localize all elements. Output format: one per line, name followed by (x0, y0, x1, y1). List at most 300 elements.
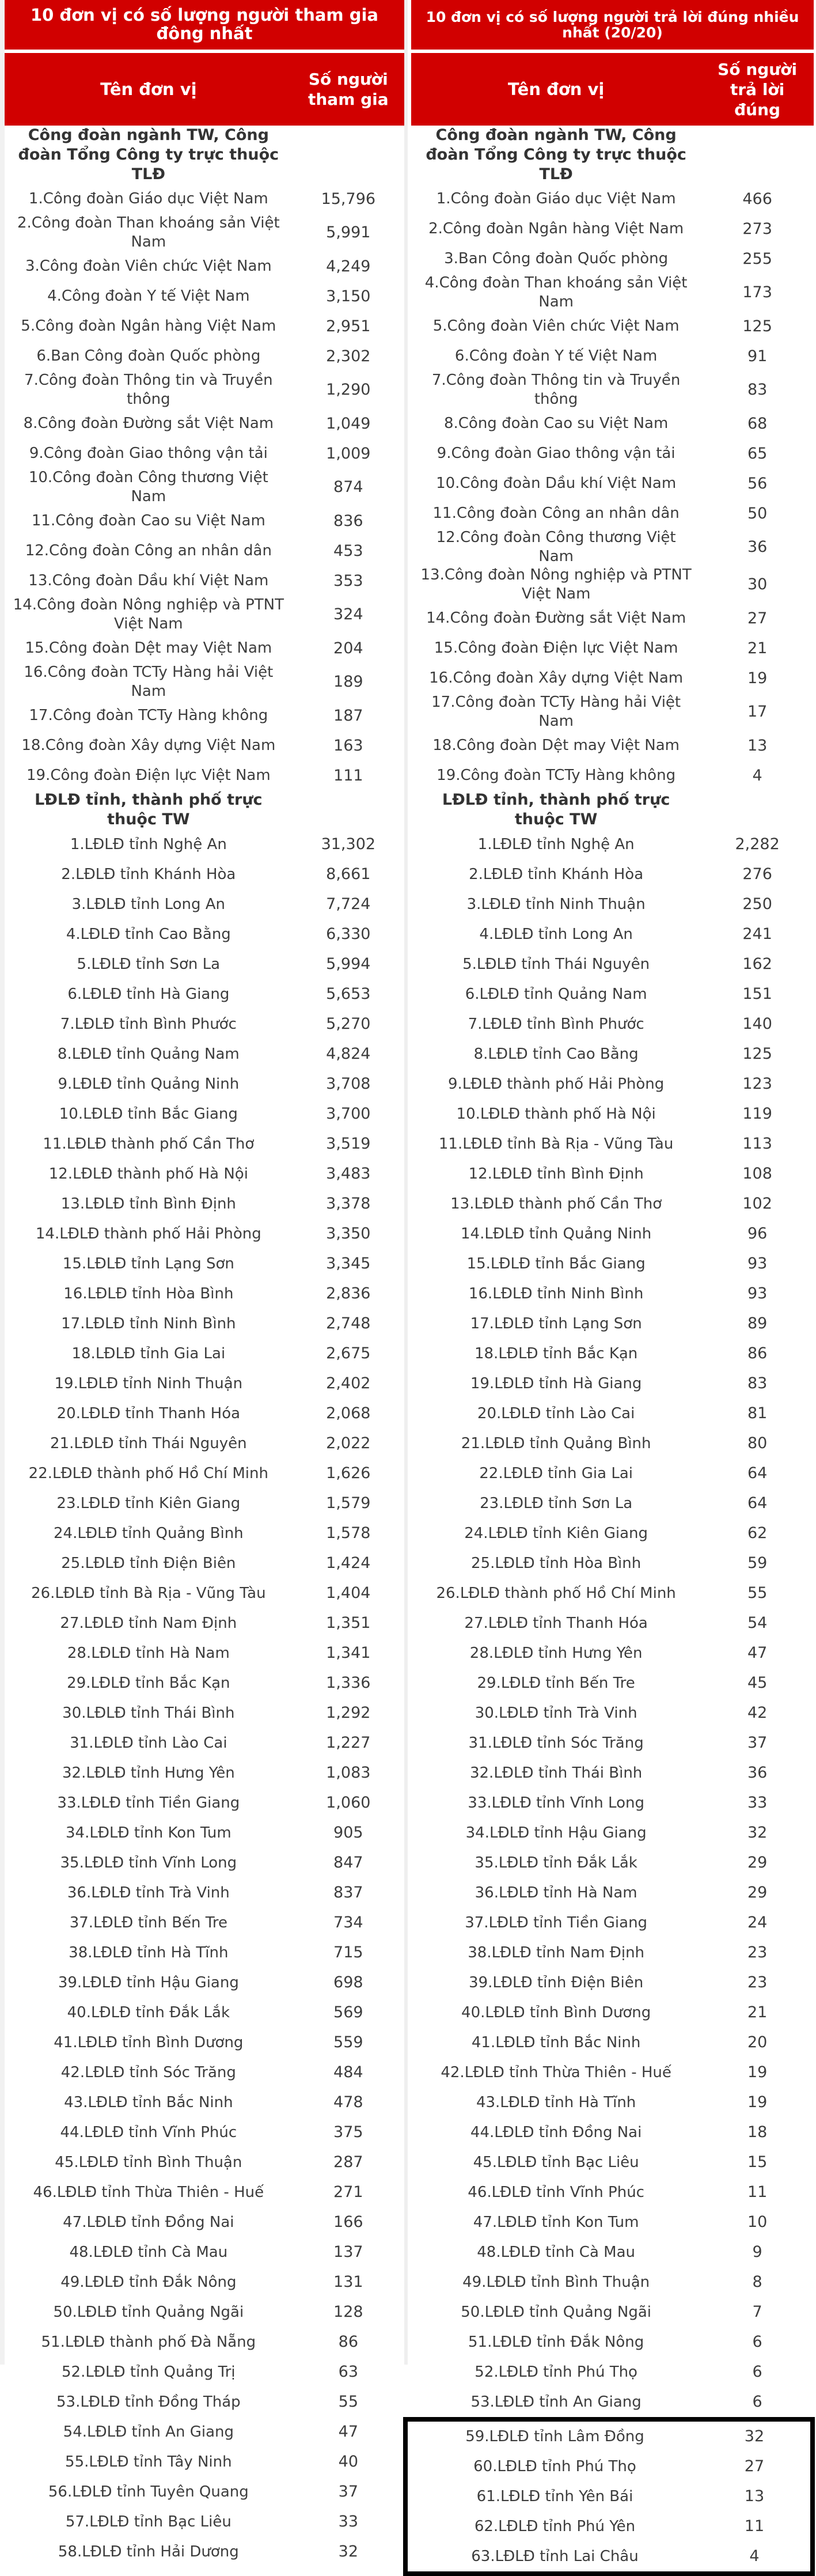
section-header: LĐLĐ tỉnh, thành phố trực thuộc TW (35, 791, 263, 828)
table-row (5, 2507, 404, 2537)
unit-value-cell: 47 (338, 2423, 358, 2441)
table-row (411, 1848, 814, 1878)
section-header-value-cell (293, 126, 404, 184)
table-row (5, 1429, 404, 1459)
unit-name-cell: 12.LĐLĐ thành phố Hà Nội (48, 1165, 248, 1183)
table-row (5, 1728, 404, 1758)
unit-name-cell: 36.LĐLĐ tỉnh Hà Nam (475, 1884, 637, 1901)
unit-name-cell: 4.Công đoàn Than khoáng sản Việt Nam (424, 274, 688, 310)
table-row (411, 438, 814, 468)
unit-value-cell: 119 (742, 1105, 772, 1123)
table-row (411, 2541, 810, 2571)
section-header: Công đoàn ngành TW, Công đoàn Tổng Công ty trực thuộc TLĐ (18, 126, 279, 183)
unit-name-cell: 44.LĐLĐ tỉnh Đồng Nai (470, 2123, 642, 2141)
table-row (5, 2058, 404, 2088)
table-row (411, 1818, 814, 1848)
table-row (411, 2237, 814, 2267)
table-row (5, 2327, 404, 2357)
table-row (5, 281, 404, 311)
unit-value-cell: 29 (747, 1854, 768, 1872)
unit-value-cell: 91 (747, 347, 768, 365)
unit-value-cell: 10 (747, 2213, 768, 2232)
unit-name-cell: 15.LĐLĐ tỉnh Lạng Sơn (62, 1255, 234, 1272)
table-row (5, 730, 404, 760)
table-row (5, 1578, 404, 1608)
unit-name-cell: 6.LĐLĐ tỉnh Quảng Nam (465, 985, 647, 1003)
unit-value-cell: 62 (747, 1524, 768, 1543)
unit-value-cell: 19 (747, 2063, 768, 2082)
table-row (411, 1099, 814, 1129)
unit-name-cell: 10.LĐLĐ tỉnh Bắc Giang (59, 1105, 238, 1123)
unit-name-cell: 19.LĐLĐ tỉnh Ninh Thuận (54, 1374, 243, 1392)
unit-value-cell: 93 (747, 1255, 768, 1273)
unit-name-cell: 37.LĐLĐ tỉnh Tiền Giang (465, 1914, 648, 1931)
unit-name-cell: 16.Công đoàn Xây dựng Việt Nam (429, 669, 684, 687)
table-row (5, 2207, 404, 2237)
unit-name-cell: 48.LĐLĐ tỉnh Cà Mau (69, 2243, 228, 2261)
table-row (5, 1908, 404, 1938)
section-header-row (5, 126, 404, 184)
unit-value-cell: 3,708 (326, 1075, 371, 1093)
table-row (411, 498, 814, 528)
unit-name-cell: 17.LĐLĐ tỉnh Ninh Bình (61, 1314, 236, 1332)
table-row (411, 760, 814, 790)
unit-name-cell: 43.LĐLĐ tỉnh Bắc Ninh (64, 2093, 233, 2111)
unit-value-cell: 162 (742, 955, 772, 973)
unit-value-cell: 23 (747, 1944, 768, 1962)
unit-value-cell: 27 (747, 609, 768, 627)
unit-name-cell: 50.LĐLĐ tỉnh Quảng Ngãi (461, 2303, 652, 2321)
unit-name-cell: 21.LĐLĐ tỉnh Quảng Bình (461, 1434, 651, 1452)
unit-value-cell: 15 (747, 2153, 768, 2172)
table-row (411, 2207, 814, 2237)
unit-value-cell: 21 (747, 639, 768, 657)
unit-name-cell: 3.Công đoàn Viên chức Việt Nam (25, 257, 272, 275)
unit-value-cell: 3,378 (326, 1195, 371, 1213)
unit-value-cell: 3,345 (326, 1255, 371, 1273)
unit-value-cell: 1,424 (326, 1554, 371, 1573)
table-body (5, 126, 404, 2567)
unit-value-cell: 32 (338, 2543, 358, 2561)
unit-value-cell: 1,290 (326, 381, 371, 399)
table-row (5, 438, 404, 468)
unit-value-cell: 123 (742, 1075, 772, 1093)
unit-value-cell: 4 (752, 766, 762, 785)
unit-name-cell: 63.LĐLĐ tỉnh Lai Châu (471, 2547, 639, 2565)
unit-value-cell: 1,626 (326, 1464, 371, 1483)
unit-name-cell: 6.Công đoàn Y tế Việt Nam (454, 347, 658, 365)
unit-value-cell: 3,350 (326, 1225, 371, 1243)
unit-name-cell: 48.LĐLĐ tỉnh Cà Mau (477, 2243, 635, 2261)
unit-value-cell: 1,292 (326, 1704, 371, 1722)
table-row (411, 889, 814, 919)
unit-name-cell: 39.LĐLĐ tỉnh Hậu Giang (58, 1973, 239, 1991)
table-row (411, 1968, 814, 1998)
unit-value-cell: 54 (747, 1614, 768, 1632)
table-row (411, 1788, 814, 1818)
table-row (5, 2177, 404, 2207)
column-header-value: Số người tham gia (308, 70, 389, 109)
unit-value-cell: 13 (744, 2487, 765, 2506)
unit-name-cell: 42.LĐLĐ tỉnh Thừa Thiên - Huế (441, 2063, 671, 2081)
unit-value-cell: 81 (747, 1404, 768, 1423)
table-row (5, 760, 404, 790)
unit-value-cell: 102 (742, 1195, 772, 1213)
table-row (411, 1339, 814, 1369)
table-row (5, 1758, 404, 1788)
table-row (5, 1878, 404, 1908)
unit-name-cell: 26.LĐLĐ tỉnh Bà Rịa - Vũng Tàu (31, 1584, 266, 1602)
table-row (5, 1039, 404, 1069)
table-row (5, 341, 404, 371)
unit-name-cell: 5.LĐLĐ tỉnh Sơn La (77, 955, 221, 973)
unit-name-cell: 8.Công đoàn Cao su Việt Nam (443, 415, 669, 432)
table-row (411, 341, 814, 371)
unit-value-cell: 32 (744, 2427, 765, 2446)
table-row (5, 214, 404, 251)
unit-name-cell: 7.Công đoàn Thông tin và Truyền thông (431, 372, 681, 408)
unit-value-cell: 3,150 (326, 287, 371, 305)
table-row (411, 1189, 814, 1219)
unit-name-cell: 61.LĐLĐ tỉnh Yên Bái (476, 2487, 633, 2505)
table-row (411, 371, 814, 408)
unit-name-cell: 58.LĐLĐ tỉnh Hải Dương (58, 2543, 239, 2560)
unit-name-cell: 49.LĐLĐ tỉnh Đắk Nông (60, 2273, 237, 2291)
unit-value-cell: 1,083 (326, 1764, 371, 1782)
unit-value-cell: 18 (747, 2123, 768, 2142)
unit-name-cell: 7.LĐLĐ tỉnh Bình Phước (60, 1015, 237, 1033)
unit-name-cell: 2.Công đoàn Ngân hàng Việt Nam (428, 220, 684, 237)
unit-value-cell: 21 (747, 2003, 768, 2022)
unit-value-cell: 31,302 (321, 835, 376, 854)
section-header-value-cell (293, 790, 404, 829)
table-row (5, 2267, 404, 2297)
table-row (5, 2028, 404, 2058)
unit-value-cell: 59 (747, 1554, 768, 1573)
unit-value-cell: 55 (747, 1584, 768, 1603)
table-row (5, 1339, 404, 1369)
table-title: 10 đơn vị có số lượng người tham gia đông nhất (5, 0, 404, 50)
unit-name-cell: 12.LĐLĐ tỉnh Bình Định (468, 1165, 644, 1183)
unit-name-cell: 13.Công đoàn Nông nghiệp và PTNT Việt Nam (420, 566, 692, 603)
table-row (5, 2117, 404, 2147)
unit-value-cell: 151 (742, 985, 772, 1003)
unit-value-cell: 4,249 (326, 257, 371, 275)
table-row (411, 1938, 814, 1968)
unit-name-cell: 32.LĐLĐ tỉnh Thái Bình (469, 1764, 643, 1782)
table-row (411, 1668, 814, 1698)
table-row (5, 1548, 404, 1578)
unit-name-cell: 35.LĐLĐ tỉnh Vĩnh Long (60, 1854, 237, 1872)
unit-name-cell: 1.Công đoàn Giáo dục Việt Nam (436, 190, 676, 207)
unit-name-cell: 54.LĐLĐ tỉnh An Giang (63, 2423, 234, 2441)
unit-name-cell: 56.LĐLĐ tỉnh Tuyên Quang (48, 2483, 249, 2501)
section-header-row (411, 790, 814, 829)
section-header: LĐLĐ tỉnh, thành phố trực thuộc TW (442, 791, 670, 828)
unit-name-cell: 51.LĐLĐ thành phố Đà Nẵng (41, 2333, 256, 2351)
table-gutter (404, 0, 408, 2365)
unit-value-cell: 137 (333, 2243, 363, 2261)
unit-value-cell: 125 (742, 317, 772, 335)
unit-name-cell: 14.LĐLĐ thành phố Hải Phòng (35, 1225, 261, 1242)
unit-value-cell: 1,404 (326, 1584, 371, 1603)
table-row (411, 2327, 814, 2357)
unit-name-cell: 13.LĐLĐ thành phố Cần Thơ (450, 1195, 662, 1213)
unit-value-cell: 2,068 (326, 1404, 371, 1423)
unit-value-cell: 140 (742, 1015, 772, 1033)
column-header-name: Tên đơn vị (100, 79, 197, 99)
unit-value-cell: 131 (333, 2273, 363, 2291)
unit-value-cell: 40 (338, 2453, 358, 2471)
table-row (411, 633, 814, 663)
unit-name-cell: 28.LĐLĐ tỉnh Hà Nam (67, 1644, 230, 1662)
table-row (411, 1488, 814, 1518)
unit-name-cell: 43.LĐLĐ tỉnh Hà Tĩnh (476, 2093, 636, 2111)
table-row (411, 1429, 814, 1459)
unit-value-cell: 715 (333, 1944, 363, 1962)
unit-value-cell: 19 (747, 2093, 768, 2112)
unit-value-cell: 2,748 (326, 1314, 371, 1333)
table-row (5, 1668, 404, 1698)
unit-name-cell: 46.LĐLĐ tỉnh Thừa Thiên - Huế (33, 2183, 264, 2201)
unit-value-cell: 4,824 (326, 1045, 371, 1063)
unit-name-cell: 18.Công đoàn Xây dựng Việt Nam (21, 737, 276, 754)
unit-name-cell: 19.LĐLĐ tỉnh Hà Giang (470, 1374, 642, 1392)
table-row (5, 311, 404, 341)
unit-name-cell: 46.LĐLĐ tỉnh Vĩnh Phúc (468, 2183, 644, 2201)
unit-name-cell: 27.LĐLĐ tỉnh Thanh Hóa (464, 1614, 648, 1632)
table-row (411, 2452, 810, 2482)
table-row (411, 663, 814, 693)
unit-name-cell: 33.LĐLĐ tỉnh Tiền Giang (57, 1794, 240, 1812)
unit-name-cell: 17.LĐLĐ tỉnh Lạng Sơn (470, 1314, 642, 1332)
table-row (411, 1518, 814, 1548)
unit-value-cell: 255 (742, 249, 772, 268)
unit-value-cell: 1,578 (326, 1524, 371, 1543)
unit-name-cell: 30.LĐLĐ tỉnh Trà Vinh (475, 1704, 637, 1722)
unit-value-cell: 108 (742, 1165, 772, 1183)
unit-value-cell: 56 (747, 474, 768, 493)
unit-value-cell: 6 (752, 2393, 762, 2411)
unit-name-cell: 42.LĐLĐ tỉnh Sóc Trăng (60, 2063, 236, 2081)
unit-name-cell: 15.Công đoàn Điện lực Việt Nam (434, 639, 678, 657)
table-row (5, 506, 404, 536)
table-row (411, 1309, 814, 1339)
unit-value-cell: 271 (333, 2183, 363, 2202)
table-row (411, 919, 814, 949)
unit-value-cell: 273 (742, 219, 772, 238)
unit-value-cell: 6 (752, 2363, 762, 2381)
table-row (5, 889, 404, 919)
unit-name-cell: 47.LĐLĐ tỉnh Kon Tum (473, 2213, 639, 2231)
table-row (411, 2297, 814, 2327)
table-row (411, 603, 814, 633)
unit-value-cell: 1,351 (326, 1614, 371, 1632)
unit-value-cell: 837 (333, 1884, 363, 1902)
unit-name-cell: 62.LĐLĐ tỉnh Phú Yên (474, 2517, 636, 2535)
table-row (5, 1818, 404, 1848)
unit-value-cell: 3,483 (326, 1165, 371, 1183)
unit-name-cell: 52.LĐLĐ tỉnh Phú Thọ (475, 2363, 637, 2381)
table-row (411, 1399, 814, 1429)
unit-name-cell: 16.LĐLĐ tỉnh Ninh Bình (468, 1285, 644, 1302)
unit-value-cell: 173 (742, 283, 772, 302)
unit-name-cell: 10.LĐLĐ thành phố Hà Nội (456, 1105, 656, 1123)
table-row (411, 2387, 814, 2417)
unit-name-cell: 11.LĐLĐ tỉnh Bà Rịa - Vũng Tàu (438, 1135, 674, 1153)
table-row (5, 2387, 404, 2417)
unit-name-cell: 14.Công đoàn Nông nghiệp và PTNT Việt Nam (13, 596, 284, 632)
unit-name-cell: 53.LĐLĐ tỉnh An Giang (470, 2393, 642, 2411)
unit-name-cell: 5.Công đoàn Ngân hàng Việt Nam (21, 317, 276, 335)
unit-name-cell: 2.LĐLĐ tỉnh Khánh Hòa (469, 865, 644, 883)
table-body (411, 126, 814, 2576)
table-row (5, 633, 404, 663)
unit-value-cell: 353 (333, 571, 363, 590)
unit-value-cell: 19 (747, 669, 768, 687)
table-row (411, 1039, 814, 1069)
table-row (5, 1488, 404, 1518)
column-header-value: Số người trả lời đúng (718, 59, 798, 119)
table-row (411, 1459, 814, 1488)
table-row (5, 2088, 404, 2117)
table-row (5, 663, 404, 700)
table-row (411, 1219, 814, 1249)
unit-name-cell: 44.LĐLĐ tỉnh Vĩnh Phúc (60, 2123, 237, 2141)
unit-name-cell: 7.Công đoàn Thông tin và Truyền thông (24, 372, 273, 408)
table-row (411, 1009, 814, 1039)
table-row (411, 1638, 814, 1668)
unit-name-cell: 29.LĐLĐ tỉnh Bến Tre (477, 1674, 635, 1692)
table-row (411, 2147, 814, 2177)
table-row (5, 979, 404, 1009)
unit-name-cell: 59.LĐLĐ tỉnh Lâm Đồng (465, 2427, 644, 2445)
unit-name-cell: 5.Công đoàn Viên chức Việt Nam (432, 317, 680, 335)
unit-value-cell: 6,330 (326, 925, 371, 944)
unit-name-cell: 60.LĐLĐ tỉnh Phú Thọ (473, 2457, 636, 2475)
unit-name-cell: 25.LĐLĐ tỉnh Hòa Bình (471, 1554, 642, 1572)
unit-name-cell: 40.LĐLĐ tỉnh Bình Dương (461, 2003, 651, 2021)
table-row (411, 2058, 814, 2088)
unit-value-cell: 3,519 (326, 1135, 371, 1153)
unit-name-cell: 18.Công đoàn Dệt may Việt Nam (432, 737, 680, 754)
unit-name-cell: 39.LĐLĐ tỉnh Điện Biên (469, 1973, 644, 1991)
unit-name-cell: 5.LĐLĐ tỉnh Thái Nguyên (462, 955, 650, 973)
table-row (411, 829, 814, 859)
unit-value-cell: 287 (333, 2153, 363, 2172)
table-row (5, 371, 404, 408)
unit-name-cell: 18.LĐLĐ tỉnh Bắc Kạn (474, 1344, 638, 1362)
table-row (411, 730, 814, 760)
table-row (411, 1728, 814, 1758)
unit-name-cell: 31.LĐLĐ tỉnh Sóc Trăng (468, 1734, 644, 1752)
column-header-row (411, 53, 814, 126)
section-header-value-cell (701, 126, 814, 184)
unit-value-cell: 7,724 (326, 895, 371, 914)
unit-name-cell: 25.LĐLĐ tỉnh Điện Biên (61, 1554, 236, 1572)
unit-value-cell: 478 (333, 2093, 363, 2112)
unit-name-cell: 2.LĐLĐ tỉnh Khánh Hòa (61, 865, 236, 883)
table-row (411, 2267, 814, 2297)
unit-value-cell: 241 (742, 925, 772, 944)
unit-value-cell: 836 (333, 512, 363, 530)
unit-name-cell: 20.LĐLĐ tỉnh Lào Cai (477, 1404, 635, 1422)
participants-table (5, 0, 404, 2567)
unit-name-cell: 24.LĐLĐ tỉnh Kiên Giang (464, 1524, 648, 1542)
table-row (411, 1998, 814, 2028)
table-row (411, 2511, 810, 2541)
table-row (411, 566, 814, 603)
unit-name-cell: 21.LĐLĐ tỉnh Thái Nguyên (50, 1434, 247, 1452)
table-row (5, 700, 404, 730)
unit-value-cell: 33 (747, 1794, 768, 1812)
unit-value-cell: 466 (742, 190, 772, 208)
unit-name-cell: 57.LĐLĐ tỉnh Bạc Liêu (65, 2513, 231, 2530)
unit-name-cell: 12.Công đoàn Công thương Việt Nam (436, 529, 676, 565)
table-row (411, 311, 814, 341)
unit-name-cell: 38.LĐLĐ tỉnh Nam Định (468, 1944, 645, 1961)
unit-value-cell: 569 (333, 2003, 363, 2022)
unit-name-cell: 15.LĐLĐ tỉnh Bắc Giang (466, 1255, 646, 1272)
unit-value-cell: 13 (747, 736, 768, 755)
table-row (5, 1249, 404, 1279)
unit-value-cell: 189 (333, 673, 363, 691)
table-row (411, 244, 814, 274)
unit-name-cell: 30.LĐLĐ tỉnh Thái Bình (62, 1704, 235, 1722)
unit-value-cell: 11 (744, 2517, 765, 2536)
table-row (5, 1129, 404, 1159)
unit-name-cell: 18.LĐLĐ tỉnh Gia Lai (71, 1344, 226, 1362)
table-row (411, 1159, 814, 1189)
table-row (5, 1279, 404, 1309)
unit-name-cell: 27.LĐLĐ tỉnh Nam Định (60, 1614, 237, 1632)
table-row (411, 184, 814, 214)
unit-name-cell: 16.LĐLĐ tỉnh Hòa Bình (63, 1285, 234, 1302)
unit-name-cell: 3.Ban Công đoàn Quốc phòng (444, 250, 669, 267)
table-row (5, 1399, 404, 1429)
unit-name-cell: 20.LĐLĐ tỉnh Thanh Hóa (56, 1404, 241, 1422)
unit-value-cell: 453 (333, 541, 363, 560)
table-row (5, 1698, 404, 1728)
unit-value-cell: 47 (747, 1644, 768, 1662)
table-row (5, 1159, 404, 1189)
section-header-row (5, 790, 404, 829)
table-row (5, 1518, 404, 1548)
unit-name-cell: 49.LĐLĐ tỉnh Bình Thuận (462, 2273, 650, 2291)
unit-value-cell: 36 (747, 538, 768, 556)
table-row (5, 536, 404, 566)
unit-value-cell: 8 (752, 2273, 762, 2291)
unit-value-cell: 113 (742, 1135, 772, 1153)
table-row (411, 949, 814, 979)
table-row (5, 2297, 404, 2327)
unit-name-cell: 1.LĐLĐ tỉnh Nghệ An (477, 835, 635, 853)
unit-value-cell: 20 (747, 2033, 768, 2052)
unit-name-cell: 8.LĐLĐ tỉnh Quảng Nam (57, 1045, 240, 1063)
unit-name-cell: 52.LĐLĐ tỉnh Quảng Trị (62, 2363, 236, 2381)
unit-value-cell: 37 (338, 2483, 358, 2501)
table-row (5, 1069, 404, 1099)
unit-name-cell: 9.Công đoàn Giao thông vận tải (437, 445, 675, 462)
unit-name-cell: 51.LĐLĐ tỉnh Đắk Nông (468, 2333, 644, 2351)
table-row (411, 274, 814, 311)
table-row (411, 528, 814, 566)
unit-name-cell: 53.LĐLĐ tỉnh Đồng Tháp (56, 2393, 241, 2411)
unit-value-cell: 6 (752, 2333, 762, 2351)
unit-value-cell: 17 (747, 703, 768, 721)
unit-name-cell: 40.LĐLĐ tỉnh Đắk Lắk (67, 2003, 230, 2021)
table-row (5, 1309, 404, 1339)
